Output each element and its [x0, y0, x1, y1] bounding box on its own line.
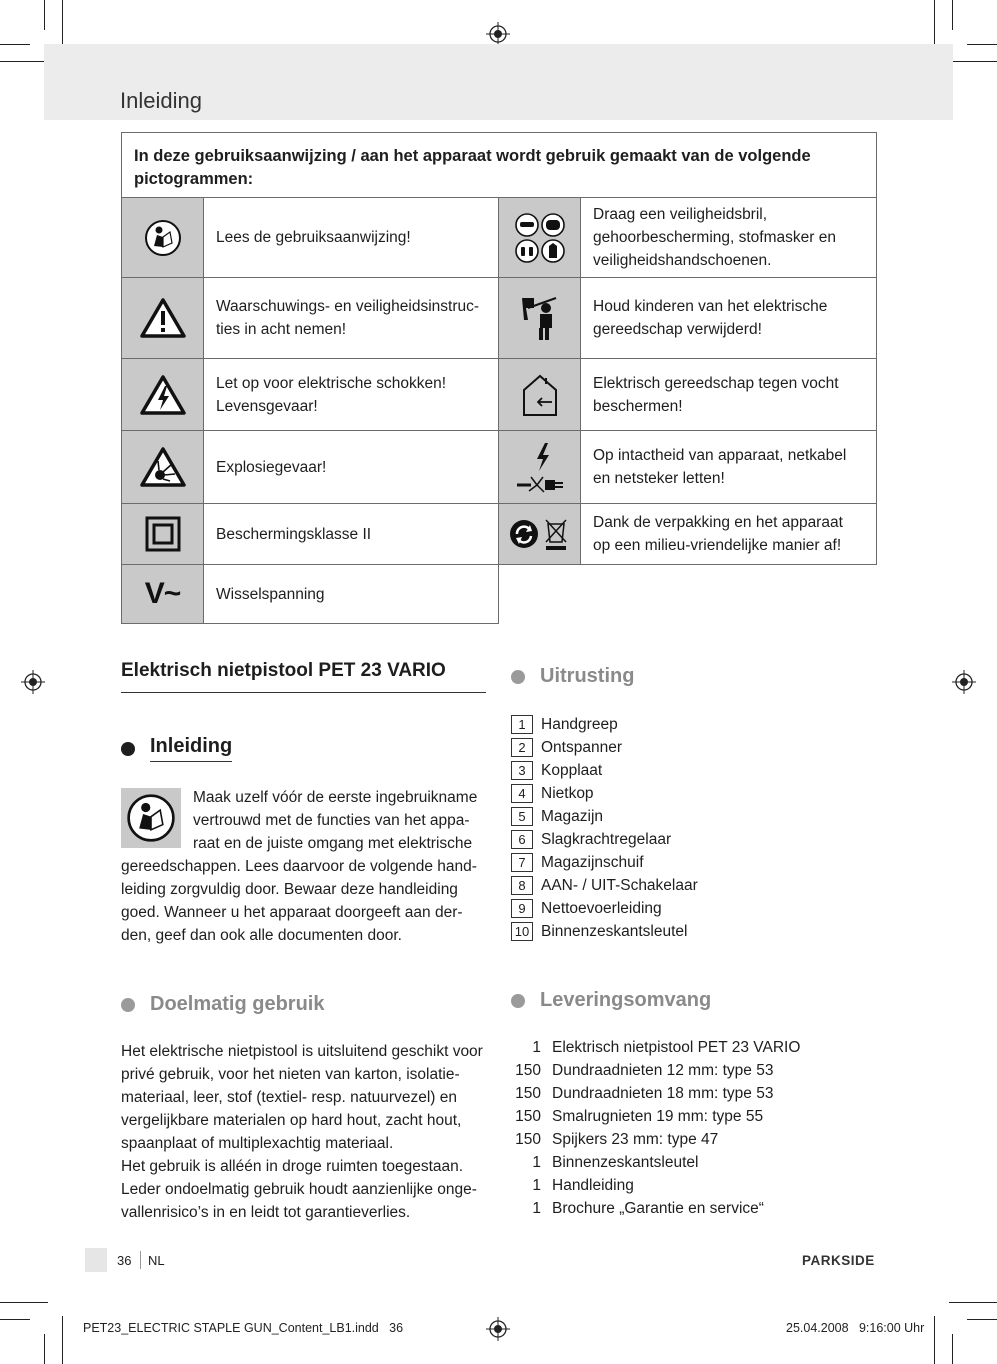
pictogram-cell	[121, 565, 499, 624]
list-item: 7 Magazijnschuif	[511, 851, 891, 874]
list-item: 1 Elektrisch nietpistool PET 23 VARIO	[532, 1038, 801, 1056]
crop-mark	[967, 1319, 997, 1320]
pictogram-label: Explosiegevaar!	[216, 458, 327, 476]
pictogram-label: Elektrisch gereedschap tegen vocht beschermen!	[593, 374, 839, 415]
crop-mark	[0, 61, 48, 62]
item-number: 7	[511, 853, 533, 872]
crop-mark	[0, 1319, 30, 1320]
left-column	[121, 660, 486, 1224]
recycling-icon	[499, 504, 581, 564]
empty-cell	[499, 564, 877, 624]
pictogram-label: Draag een veiligheidsbril, gehoorbescherming, stofmasker en veiligheidshandschoenen.	[593, 206, 836, 269]
registration-mark-icon	[486, 22, 510, 46]
pictogram-table-heading: In deze gebruiksaanwijzing / aan het apparaat wordt gebruik gemaakt van de volgende pictogrammen:	[121, 132, 877, 198]
footer-page-box	[85, 1248, 107, 1272]
alternating-current-icon	[122, 565, 204, 623]
pictogram-row	[121, 278, 877, 359]
footer-divider	[140, 1251, 141, 1269]
list-item: 4 Nietkop	[511, 782, 891, 805]
intended-use-text: Het gebruik is alléén in droge ruimten toegestaan. Leder ondoelmatig gebruik houdt aanzienlijke onge-vallenrisico’s in en leidt tot garantieverlies.	[121, 1158, 477, 1221]
equipment-list	[511, 713, 891, 943]
intro-block	[121, 786, 486, 947]
page-title: Inleiding	[120, 88, 202, 113]
list-item: 150 Spijkers 23 mm: type 47	[515, 1130, 719, 1148]
list-item: 150 Smalrugnieten 19 mm: type 55	[515, 1107, 764, 1125]
bullet-dot-icon	[121, 998, 135, 1012]
pictogram-row	[121, 504, 877, 565]
list-item: 1 Binnenzeskantsleutel	[532, 1153, 699, 1171]
pictogram-cell	[499, 504, 877, 565]
registration-mark-icon	[21, 670, 45, 694]
list-item: 9 Nettoevoerleiding	[511, 897, 891, 920]
pictogram-cell	[121, 278, 499, 359]
item-number: 1	[511, 715, 533, 734]
intro-heading: Inleiding	[121, 735, 486, 762]
product-title: Elektrisch nietpistool PET 23 VARIO	[121, 660, 486, 693]
crop-mark	[934, 0, 935, 48]
list-item: 1 Handleiding	[532, 1176, 634, 1194]
electric-shock-icon	[122, 359, 204, 430]
explosion-hazard-icon	[122, 431, 204, 503]
list-item: 6 Slagkrachtregelaar	[511, 828, 891, 851]
crop-mark	[44, 0, 45, 30]
list-item: 5 Magazijn	[511, 805, 891, 828]
item-number: 3	[511, 761, 533, 780]
page-number: 36	[117, 1253, 132, 1268]
protect-from-moisture-icon	[499, 359, 581, 430]
intended-use-text: Het elektrische nietpistool is uitsluitend geschikt voor privé gebruik, voor het nieten van karton, isolatie-materiaal, leer, stof (textiel- resp. natuurvezel) en vergelijkbare materialen op hard hout, zacht hout, spaanplaat of multiplexachtig materiaal.	[121, 1043, 483, 1152]
scope-list	[511, 1036, 891, 1220]
registration-mark-icon	[486, 1317, 510, 1341]
damaged-cable-icon	[499, 431, 581, 503]
list-item: 10 Binnenzeskantsleutel	[511, 920, 891, 943]
crop-mark	[952, 0, 953, 30]
pictogram-label: Lees de gebruiksaanwijzing!	[216, 229, 411, 246]
crop-mark	[44, 1334, 45, 1364]
list-item: 3 Kopplaat	[511, 759, 891, 782]
pictogram-cell	[121, 198, 499, 278]
scope-of-delivery-heading: Leveringsomvang	[511, 989, 891, 1012]
item-number: 2	[511, 738, 533, 757]
pictogram-label: Houd kinderen van het elektrische gereedschap verwijderd!	[593, 298, 828, 338]
crop-mark	[62, 1316, 63, 1364]
crop-mark	[62, 0, 63, 48]
crop-mark	[0, 44, 30, 45]
crop-mark	[949, 61, 997, 62]
protection-class-ii-icon	[122, 504, 204, 564]
item-number: 8	[511, 876, 533, 895]
pictogram-label: Wisselspanning	[216, 585, 325, 603]
crop-mark	[0, 1302, 48, 1303]
pictogram-cell	[499, 198, 877, 278]
bullet-dot-icon	[511, 994, 525, 1008]
list-item: 1 Handgreep	[511, 713, 891, 736]
item-number: 4	[511, 784, 533, 803]
pictogram-cell	[121, 504, 499, 565]
slug-filename: PET23_ELECTRIC STAPLE GUN_Content_LB1.indd 36	[83, 1321, 404, 1335]
pictogram-cell	[499, 431, 877, 504]
list-item: 150 Dundraadnieten 18 mm: type 53	[515, 1084, 774, 1102]
pictogram-cell	[121, 431, 499, 504]
pictogram-label: Waarschuwings- en veiligheidsinstruc-ties in acht nemen!	[216, 298, 480, 338]
bullet-dot-icon	[511, 670, 525, 684]
list-item: 150 Dundraadnieten 12 mm: type 53	[515, 1061, 774, 1079]
keep-children-away-icon	[499, 278, 581, 358]
intended-use-heading: Doelmatig gebruik	[121, 993, 486, 1016]
bullet-dot-icon	[121, 742, 135, 756]
language-code: NL	[148, 1253, 165, 1268]
list-item: 8 AAN- / UIT-Schakelaar	[511, 874, 891, 897]
pictogram-label: Dank de verpakking en het apparaat op een milieu-vriendelijke manier af!	[593, 514, 843, 554]
list-item: 1 Brochure „Garantie en service“	[532, 1199, 764, 1217]
pictogram-row	[121, 359, 877, 431]
pictogram-row	[121, 198, 877, 278]
intro-text: Maak uzelf vóór de eerste ingebruikname vertrouwd met de functies van het appa-raat en de juiste omgang met elektrische gereedschappen. Lees daarvoor de volgende hand-leiding zorgvuldig door. Bewaar deze handleiding goed. Wanneer u het apparaat doorgeeft aan der-den, geef dan ook alle documenten door.	[121, 789, 478, 944]
registration-mark-icon	[952, 670, 976, 694]
item-number: 9	[511, 899, 533, 918]
voltage-symbol: V~	[144, 577, 181, 610]
pictogram-row	[121, 431, 877, 504]
equipment-heading: Uitrusting	[511, 660, 891, 693]
read-manual-icon	[122, 198, 204, 277]
crop-mark	[934, 1316, 935, 1364]
warning-triangle-icon	[122, 278, 204, 358]
pictogram-label: Beschermingsklasse II	[216, 525, 372, 543]
slug-timestamp: 25.04.2008 9:16:00 Uhr	[786, 1321, 925, 1335]
pictogram-table	[121, 132, 877, 624]
pictogram-cell	[121, 359, 499, 431]
pictogram-cell	[499, 359, 877, 431]
right-column	[511, 660, 891, 1220]
item-number: 5	[511, 807, 533, 826]
crop-mark	[967, 44, 997, 45]
brand-logo: PARKSIDE	[802, 1253, 875, 1268]
read-manual-icon	[121, 788, 181, 848]
pictogram-row	[121, 565, 877, 624]
item-number: 6	[511, 830, 533, 849]
item-number: 10	[511, 922, 533, 941]
crop-mark	[952, 1334, 953, 1364]
pictogram-cell	[499, 278, 877, 359]
pictogram-label: Let op voor elektrische schokken! Levensgevaar!	[216, 374, 447, 415]
list-item: 2 Ontspanner	[511, 736, 891, 759]
crop-mark	[949, 1302, 997, 1303]
pictogram-label: Op intactheid van apparaat, netkabel en netsteker letten!	[593, 447, 847, 487]
protective-gear-icon	[499, 198, 581, 277]
